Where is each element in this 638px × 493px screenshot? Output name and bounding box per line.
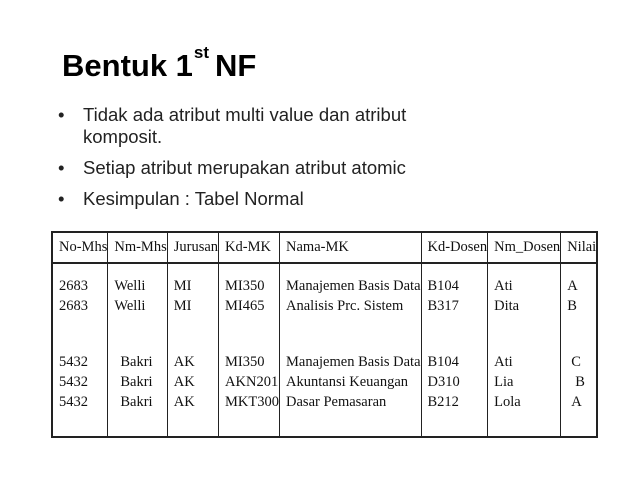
cell-value: C [571,354,581,371]
cell-value: AK [173,374,195,391]
column-header: Nilai [561,232,598,263]
student-grade-table [51,231,598,438]
cell-value: Manajemen Basis Data [286,278,421,294]
cell-value: Manajemen Basis Data [286,354,421,371]
table-cell [280,263,422,338]
column-header: Kd-Dosen [421,232,488,263]
column-header: Nm-Mhs [108,232,167,263]
cell-value: Welli [114,278,146,294]
cell-value: Bakri [120,394,153,411]
cell-value: AK [173,394,195,411]
cell-value: Dita [494,298,520,314]
cell-value: Lola [494,394,521,411]
column-header: Jurusan [167,232,218,263]
table-cell [108,263,167,338]
cell-value: MI [173,298,192,314]
cell-value: MI350 [225,354,265,371]
cell-value: B [575,374,585,391]
bullet-item [58,188,406,210]
table-cell [488,263,561,338]
bullet-item [58,157,406,179]
table-cell [108,338,167,437]
cell-value: Ati [494,278,513,294]
table-cell [219,263,280,338]
bullet-dot: • [58,157,65,178]
cell-value: Akuntansi Keuangan [286,374,409,391]
cell-value: Dasar Pemasaran [286,394,387,411]
column-header: No-Mhs [52,232,108,263]
cell-value: AKN201 [225,374,279,391]
title-end: NF [215,48,257,83]
cell-value: MKT300 [225,394,280,411]
cell-value: Bakri [120,374,153,391]
cell-value: 2683 [59,278,88,294]
table-cell [561,338,598,437]
bullet-text: Tidak ada atribut multi value dan atribut [83,104,407,125]
cell-value: MI [173,278,192,294]
table-header-row [52,232,597,263]
cell-value: B212 [427,394,459,411]
cell-value: 2683 [59,298,88,314]
title-superscript: st [193,43,210,62]
table-row-group [52,263,597,338]
cell-value: MI465 [225,298,265,314]
column-header: Kd-MK [219,232,280,263]
cell-value: Ati [494,354,513,371]
title-main: Bentuk 1 [62,48,193,83]
table-cell [167,338,218,437]
cell-value: B317 [427,298,459,314]
cell-value: 5432 [59,374,88,391]
cell-value: MI350 [225,278,265,294]
cell-value: B [567,298,577,314]
cell-value: D310 [427,374,460,391]
table-cell [421,338,488,437]
column-header: Nm_Dosen [488,232,561,263]
cell-value: Welli [114,298,146,314]
column-header: Nama-MK [280,232,422,263]
table-cell [421,263,488,338]
bullet-text-continued: komposit. [83,126,163,147]
cell-value: A [571,394,582,411]
cell-value: AK [173,354,195,371]
table-cell [488,338,561,437]
cell-value: Analisis Prc. Sistem [286,298,404,314]
table-body [52,263,597,437]
table-cell [219,338,280,437]
bullet-text: Setiap atribut merupakan atribut atomic [83,157,406,178]
cell-value: Bakri [120,354,153,371]
cell-value: 5432 [59,354,88,371]
table-cell [280,338,422,437]
bullet-dot: • [58,104,65,125]
bullet-text: Kesimpulan : Tabel Normal [83,188,304,209]
cell-value: A [567,278,578,294]
cell-value: Lia [494,374,514,391]
table-cell [52,263,108,338]
cell-value: 5432 [59,394,88,411]
table-row-group [52,338,597,437]
table-cell [52,338,108,437]
bullet-dot: • [58,188,65,209]
cell-value: B104 [427,278,459,294]
cell-value: B104 [427,354,459,371]
bullet-list [58,104,406,219]
table-cell [561,263,598,338]
bullet-item [58,104,406,148]
slide-title [62,43,257,84]
table-cell [167,263,218,338]
